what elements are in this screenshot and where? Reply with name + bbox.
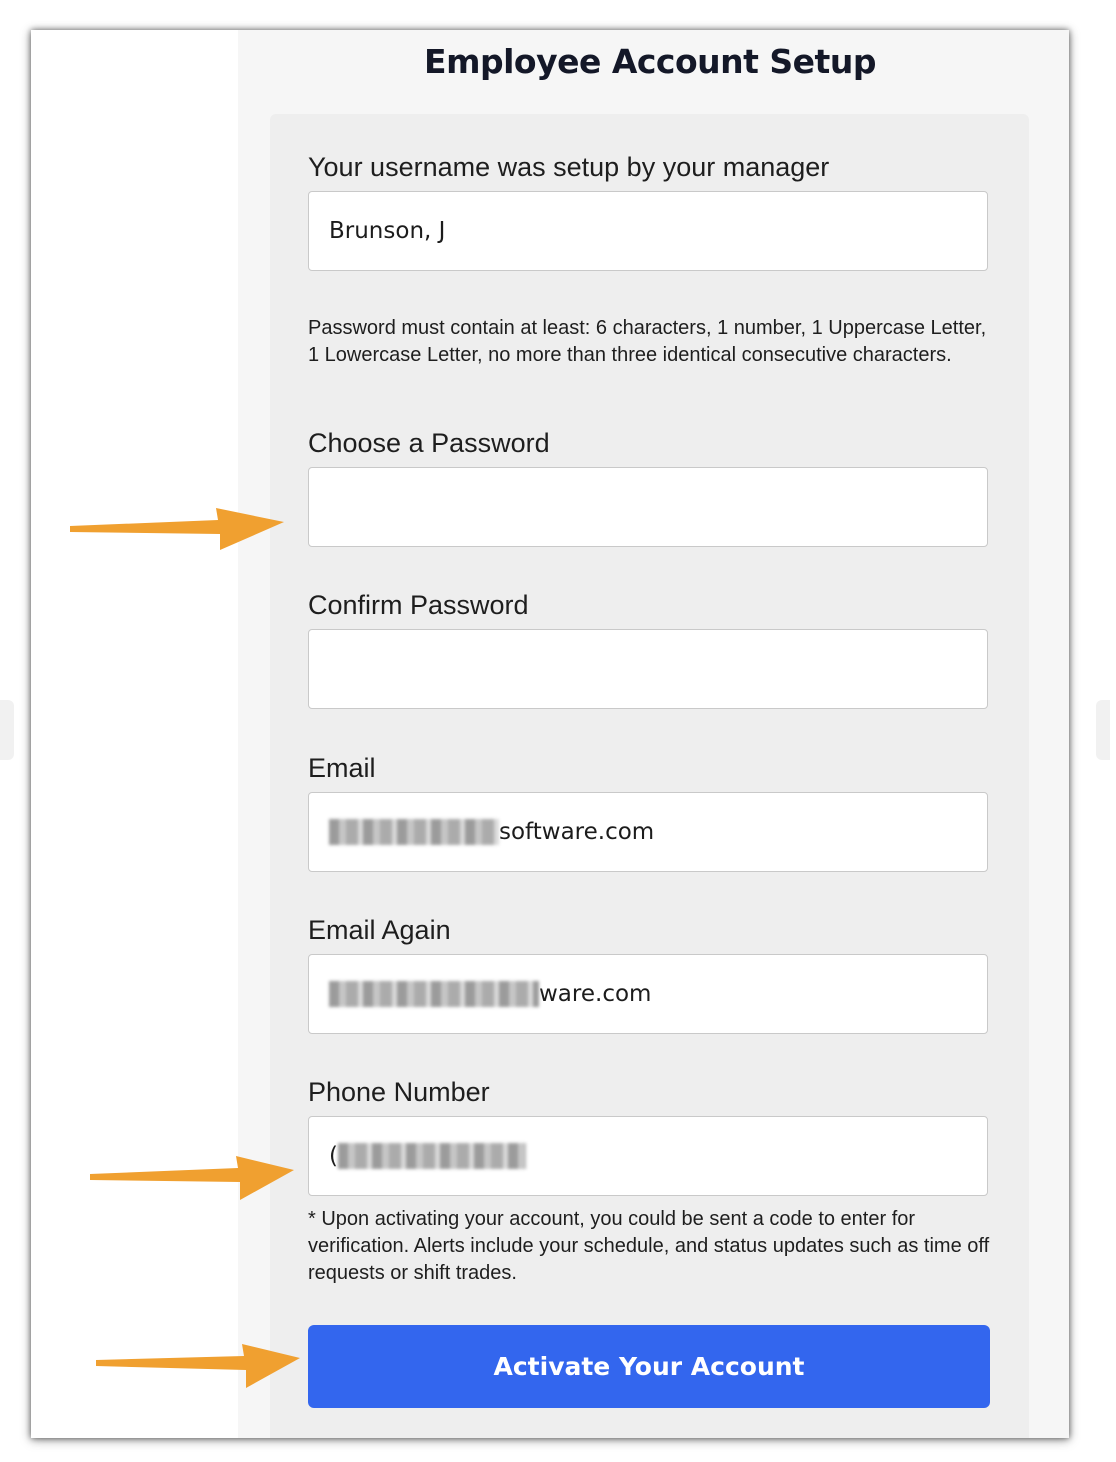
page-title: Employee Account Setup bbox=[424, 42, 876, 81]
email-visible-suffix: software.com bbox=[499, 819, 655, 845]
activate-account-button[interactable]: Activate Your Account bbox=[308, 1325, 990, 1408]
arrow-icon bbox=[88, 1136, 318, 1206]
username-label: Your username was setup by your manager bbox=[308, 152, 830, 182]
phone-visible-prefix: ( bbox=[329, 1143, 338, 1169]
next-page-hint bbox=[1096, 700, 1110, 760]
phone-number-field[interactable] bbox=[308, 1116, 988, 1196]
arrow-icon bbox=[94, 1326, 324, 1396]
phone-value bbox=[329, 1143, 526, 1169]
password-field[interactable] bbox=[308, 467, 988, 547]
email-value bbox=[329, 819, 654, 845]
email-field[interactable] bbox=[308, 792, 988, 872]
username-field[interactable] bbox=[308, 191, 988, 271]
email-again-value bbox=[329, 981, 651, 1007]
redacted-email-again-part bbox=[329, 981, 539, 1007]
confirm-password-label: Confirm Password bbox=[308, 590, 529, 620]
email-again-visible-suffix: ware.com bbox=[539, 981, 652, 1007]
verification-note: * Upon activating your account, you could be sent a code to enter for verification. Alerts include your schedule, and status updates such as time off requests or shift trades. bbox=[308, 1208, 990, 1284]
account-setup-form bbox=[270, 114, 1029, 1438]
password-requirements-text: Password must contain at least: 6 characters, 1 number, 1 Uppercase Letter, 1 Lowercase Letter, no more than three identical consecutive characters. bbox=[308, 317, 987, 366]
password-label: Choose a Password bbox=[308, 428, 550, 458]
username-value: Brunson, J bbox=[329, 218, 446, 244]
phone-label: Phone Number bbox=[308, 1077, 490, 1107]
setup-window bbox=[31, 30, 1069, 1438]
confirm-password-field[interactable] bbox=[308, 629, 988, 709]
redacted-email-part bbox=[329, 819, 499, 845]
email-again-field[interactable] bbox=[308, 954, 988, 1034]
redacted-phone-part bbox=[338, 1143, 526, 1169]
previous-page-hint bbox=[0, 700, 14, 760]
email-label: Email bbox=[308, 753, 376, 783]
email-again-label: Email Again bbox=[308, 915, 451, 945]
arrow-icon bbox=[68, 488, 298, 558]
